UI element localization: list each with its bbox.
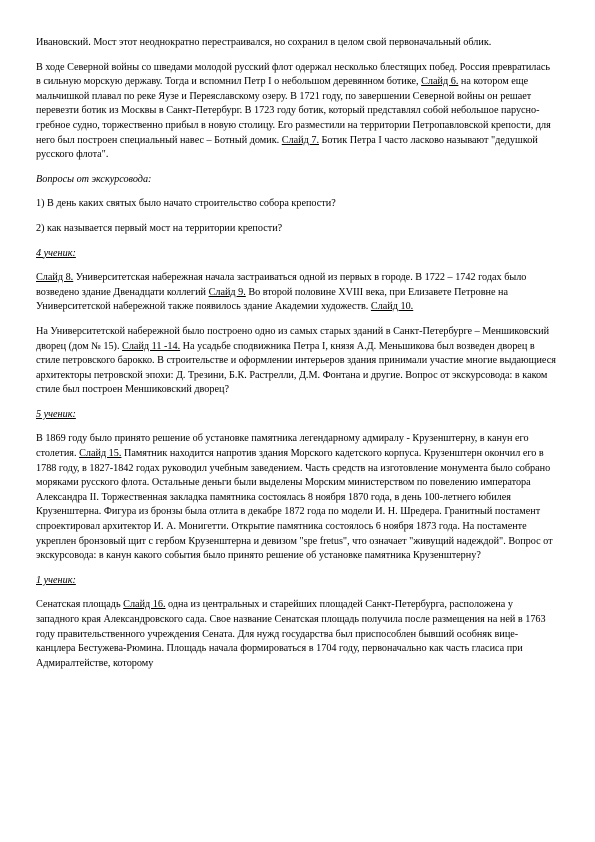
paragraph-text: В 1869 году было принято решение об установке памятника легендарному адмиралу - Крузенштерну, в канун его столетия. [36,433,529,460]
paragraph-text: на котором еще мальчишкой плавал по реке Яузе и Переяславскому озеру. В 1721 году, по завершении Северной войны он решает перевезти ботик из Москвы в Санкт-Петербург. В 1723 году ботик, который представлял собой небольшое парусно-гребное судно, торжественно прибыл в новую столицу. Его разместили на территории Петропавловской крепости, для него был построен специальный навес – Ботный домик. [36,76,551,146]
student-1-heading: 1 ученик: [36,574,76,586]
paragraph-text: Сенатская площадь [36,599,124,611]
paragraph-text: На Университетской набережной было построено одно из самых старых зданий в Санкт-Петербурге – Меншиковский дворец (дом № 15). [36,325,550,352]
slide-ref-7: Слайд 7. [281,134,319,146]
student-4-heading: 4 ученик: [36,247,76,259]
paragraph-menshikov [36,325,556,398]
paragraph-text: Университетская набережная начала застраиваться одной из первых в городе. В 1722 – 1742 годах было возведено здание Двенадцати коллегий [36,272,527,298]
paragraph-text: На усадьбе сподвижника Петра I, князя А.Д. Меньшикова был возведен дворец в стиле петровского барокко. В строительстве и оформлении интерьеров здания принимали участие многие выдающиеся архитекторы петровской эпохи: Д. Трезини, Б.К. Растрелли, Д.М. Фонтана и другие. Вопрос от экскурсовода: в каком стиле был построен Меншиковский дворец? [36,340,556,396]
slide-ref-9: Слайд 9. [208,286,246,298]
paragraph-bridge [36,36,556,51]
paragraph-text: Во второй половине XVIII века, при Елизавете Петровне на Университетской набережной также появилось здание Академии художеств. [36,286,509,313]
paragraph-text: Памятник находится напротив здания Морского кадетского корпуса. Крузенштерн окончил его в 1788 году, в 1827-1842 годах руководил учебным заведением. Часть средств на изготовление монумента было собрано моряками русского флота. Остальные деньги были выделены Морским министерством по повелению императора Александра II. Торжественная закладка памятника состоялась 8 ноября 1870 года, в день 100-летнего юбилея Крузенштерна. Фигура из бронзы была отлита в декабре 1872 года по модели И. Н. Шредера. Гранитный постамент спроектировал архитектор И. А. Монигетти. Открытие памятника состоялось 6 ноября 1873 года. На постаменте укреплен бронзовый щит с гербом Крузенштерна и девизом "spe fretus", что означает "живущий надеждой". Вопрос от экскурсовода: в канун какого события было принято решение об установке памятника Крузенштерну? [36,448,553,562]
question-1: 1) В день каких святых было начато строительство собора крепости? [36,198,336,210]
question-2: 2) как называется первый мост на территории крепости? [36,222,283,234]
paragraph-text: В ходе Северной войны со шведами молодой русский флот одержал несколько блестящих побед. Россия превратилась в сильную морскую державу. Тогда и вспомнил Петр I о небольшом деревянном ботике, [36,61,551,88]
slide-ref-15: Слайд 15. [79,448,122,460]
paragraph-embankment [36,271,556,315]
slide-ref-10: Слайд 10. [370,301,414,313]
paragraph-text: одна из центральных и старейших площадей Санкт-Петербурга, расположена у западного края Александровского сада. Свое название Сенатская площадь получила после размещения на ней в 1763 году правительственного учреждения Сената. Для нужд государства был приспособлен бывший особняк вице-канцлера Бестужева-Рюмина. Площадь начала формироваться в 1704 году, первоначально как часть гласиса при Адмиралтействе, которому [36,599,546,669]
paragraph-text: Ботик Петра I часто ласково называют "дедушкой русского флота". [36,134,538,161]
slide-ref-8: Слайд 8. [36,272,74,284]
paragraph-kruzenshtern [36,432,556,563]
slide-ref-11-14: Слайд 11 -14. [122,340,181,352]
paragraph-botik [36,61,556,163]
slide-ref-16: Слайд 16. [123,599,166,611]
student-5-heading: 5 ученик: [36,408,76,420]
questions-heading: Вопросы от экскурсовода: [36,173,152,185]
slide-ref-6: Слайд 6. [421,76,459,88]
paragraph-senate-square [36,598,556,671]
paragraph-text: Ивановский. Мост этот неоднократно перестраивался, но сохранил в целом свой первоначальный облик. [36,37,492,48]
document-body [36,36,556,681]
